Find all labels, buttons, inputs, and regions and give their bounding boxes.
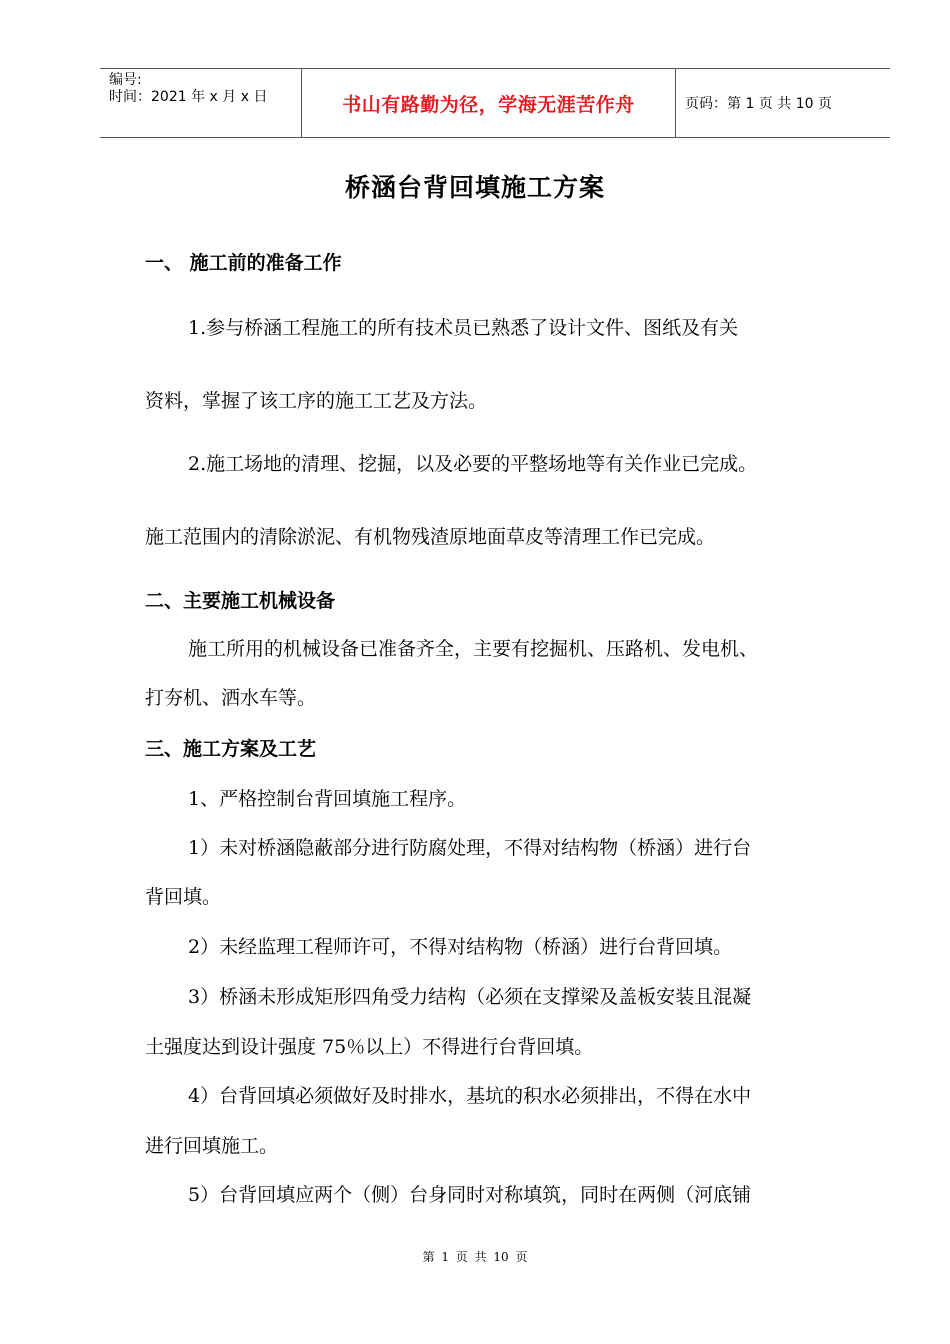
section-heading-3: 三、施工方案及工艺 [145, 738, 317, 760]
paragraph-line: 1、严格控制台背回填施工程序。 [188, 788, 467, 810]
paragraph-line: 土强度达到设计强度 75％以上）不得进行台背回填。 [145, 1036, 594, 1058]
paragraph-line: 2）未经监理工程师许可，不得对结构物（桥涵）进行台背回填。 [188, 936, 733, 958]
header-meta [100, 69, 302, 137]
time-label: 时间：2021 年 x 月 x 日 [109, 89, 268, 105]
document-header [100, 68, 890, 138]
paragraph-line: 背回填。 [145, 886, 222, 908]
header-motto: 书山有路勤为径，学海无涯苦作舟 [302, 69, 676, 137]
paragraph-line: 4）台背回填必须做好及时排水，基坑的积水必须排出，不得在水中 [188, 1085, 752, 1107]
paragraph-line: 施工所用的机械设备已准备齐全，主要有挖掘机、压路机、发电机、 [188, 638, 759, 660]
section-heading-1: 一、 施工前的准备工作 [145, 252, 342, 274]
page-footer: 第 1 页 共 10 页 [422, 1250, 528, 1264]
header-page-info: 页码：第 1 页 共 10 页 [685, 96, 832, 112]
paragraph-line: 施工范围内的清除淤泥、有机物残渣原地面草皮等清理工作已完成。 [145, 526, 716, 548]
paragraph-line: 2.施工场地的清理、挖掘，以及必要的平整场地等有关作业已完成。 [188, 453, 758, 475]
paragraph-line: 进行回填施工。 [145, 1135, 279, 1157]
section-heading-2: 二、主要施工机械设备 [145, 590, 336, 612]
document-title: 桥涵台背回填施工方案 [344, 173, 605, 202]
code-label: 编号: [109, 72, 142, 88]
paragraph-line: 1.参与桥涵工程施工的所有技术员已熟悉了设计文件、图纸及有关 [188, 317, 739, 339]
paragraph-line: 5）台背回填应两个（侧）台身同时对称填筑，同时在两侧（河底铺 [188, 1184, 752, 1206]
paragraph-line: 资料，掌握了该工序的施工工艺及方法。 [145, 390, 488, 412]
paragraph-line: 打夯机、洒水车等。 [145, 687, 317, 709]
paragraph-line: 3）桥涵未形成矩形四角受力结构（必须在支撑梁及盖板安装且混凝 [188, 986, 752, 1008]
paragraph-line: 1）未对桥涵隐蔽部分进行防腐处理，不得对结构物（桥涵）进行台 [188, 837, 752, 859]
